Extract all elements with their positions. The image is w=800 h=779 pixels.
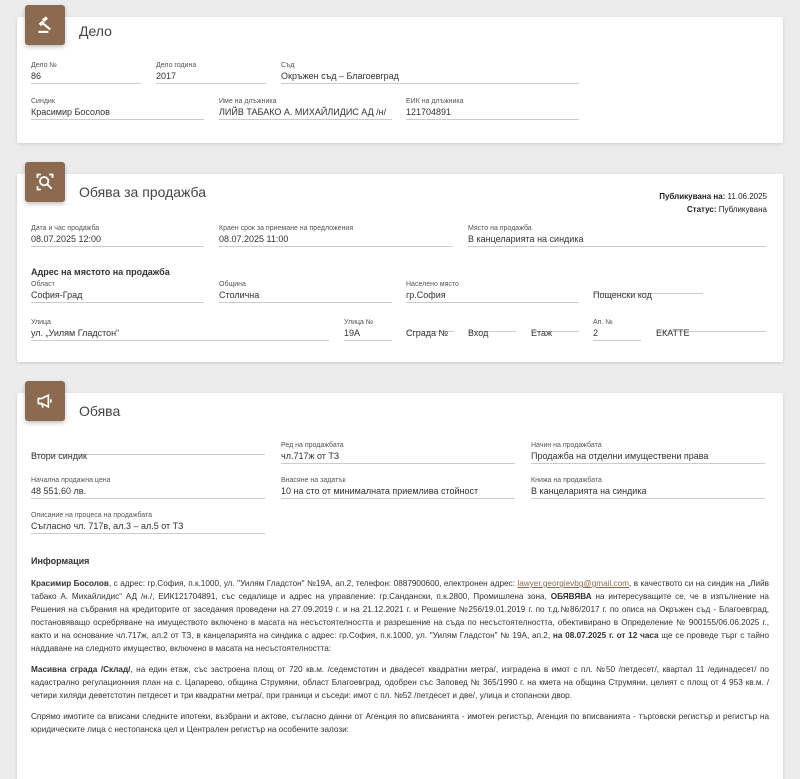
postcode-field[interactable]: Пощенски код xyxy=(593,280,703,294)
street-no-field[interactable]: Улица № 19А xyxy=(344,318,392,341)
ekatte-field[interactable]: ЕКАТТЕ xyxy=(656,318,766,332)
court-field[interactable]: Съд Окръжен съд – Благоевград xyxy=(281,61,579,84)
case-title: Дело xyxy=(79,23,112,39)
deadline-field[interactable]: Краен срок за приемане на предложения 08.07.2025 11:00 xyxy=(219,224,453,247)
notice-card xyxy=(17,393,783,779)
gavel-icon xyxy=(25,5,65,45)
info-paragraph-2: Масивна сграда /Склад/, на един етаж, със застроена площ от 720 кв.м. /седемстотин и двадесет квадратни метра/, изградена в имот с пл. №50 /петдесет/, квартал 11 /единадесет/ по кадастрално регулационния план на с. Цапарево, община Струмяни, област Благоевград, одобрен със Заповед № 365/1990 г. на кмета на община Струмяни, целият с площ от 4 953 кв.м. /четири хиляди деветстотин петдесет и три квадратни метра/, при граници и съседи: имот с пл. №52 /петдесет и две/, улица и стопански двор. xyxy=(31,665,769,700)
sale-notice-title: Обява за продажба xyxy=(79,184,207,200)
info-paragraph-1: Красимир Босолов, с адрес: гр.София, п.к.1000, ул. "Уилям Гладстон" №19А, ап.2, телефон: 0887900600, електронен адрес: lawyer.georgievbg@gmail.com, в качеството си на синдик на „Лийв табако А. Михайлидис“ АД /н./, ЕИК121704891, със седалище и адрес на управление: гр.Сандански, п.к.2800, Промишлена зона, ОБЯВЯВА на интересуващите се, че в изпълнение на Решения на събрания на кредиторите от заседания проведени на 27.09.2019 г. и на 21.12.2021 г. и Решение №256/19.01.2019 г. по т.д.№86/2017 г. по описа на Окръжен съд - Благоевград, постановяващо осребряване на имуществото включено в масата на несъстоятелността и разрешение на съда по несъстоятелността, обективирано в Определение № 900155/06.06.2025 г., както и на основание чл.717ж, ал.2 от ТЗ, в канцеларията на синдика с адрес: гр.София, п.к.1000, ул. "Уилям Гладстон" № 19А, ап.2, на 08.07.2025 г. от 12 часа ще се проведе търг с тайно наддаване на следното имущество, включено в масата на несъстоятелността: xyxy=(31,579,769,653)
building-no-field[interactable]: Сграда № xyxy=(406,318,454,332)
region-field[interactable]: Област София-Град xyxy=(31,280,204,303)
process-field[interactable]: Описание на процеса на продажбата Съгласно чл. 717в, ал.3 – ал.5 от ТЗ xyxy=(31,511,265,534)
start-price-field[interactable]: Начална продажна цена 48 551.60 лв. xyxy=(31,476,265,499)
case-year-field[interactable]: Дело година 2017 xyxy=(156,61,266,84)
sale-order-field[interactable]: Ред на продажбата чл.717ж от ТЗ xyxy=(281,441,515,464)
megaphone-icon xyxy=(25,381,65,421)
published-date: 11.06.2025 xyxy=(727,192,767,201)
address-heading: Адрес на мястото на продажба xyxy=(31,267,170,277)
floor-field[interactable]: Етаж xyxy=(531,318,579,332)
email-link[interactable]: lawyer.georgievbg@gmail.com xyxy=(517,579,630,588)
municipality-field[interactable]: Община Столична xyxy=(219,280,392,303)
sale-datetime-field[interactable]: Дата и час продажба 08.07.2025 12:00 xyxy=(31,224,204,247)
debtor-eik-field[interactable]: ЕИК на длъжника 121704891 xyxy=(406,97,579,120)
sale-notice-card xyxy=(17,174,783,362)
case-no-field[interactable]: Дело № 86 xyxy=(31,61,141,84)
entrance-field[interactable]: Вход xyxy=(468,318,516,332)
notice-title: Обява xyxy=(79,403,121,419)
sale-method-field[interactable]: Начин на продажбата Продажба на отделни имуществени права xyxy=(531,441,765,464)
apartment-field[interactable]: Ап. № 2 xyxy=(593,318,641,341)
info-paragraph-3: Спрямо имотите са вписани следните ипотеки, възбрани и актове, съгласно данни от Агенция по вписванията - имотен регистър, Агенция по вписванията - търговски регистър и регистър на юридическите лица с нестопанска цел и Централен регистър на особените залози: xyxy=(31,712,769,734)
sale-place-field[interactable]: Място на продажба В канцеларията на синдика xyxy=(468,224,766,247)
second-trustee-field[interactable]: Втори синдик xyxy=(31,441,265,455)
publication-info: Публикувана на: 11.06.2025 Статус: Публикувана xyxy=(659,192,767,214)
status-value: Публикувана xyxy=(718,205,767,214)
search-icon xyxy=(25,162,65,202)
info-heading: Информация xyxy=(31,556,90,566)
deposit-field[interactable]: Внасяне на задатък 10 на сто от минималната приемлива стойност xyxy=(281,476,515,499)
street-field[interactable]: Улица ул. „Уилям Гладстон“ xyxy=(31,318,329,341)
sale-documents-field[interactable]: Книжа на продажбата В канцеларията на синдика xyxy=(531,476,765,499)
info-text xyxy=(31,577,769,744)
debtor-name-field[interactable]: Име на длъжника ЛИЙВ ТАБАКО А. МИХАЙЛИДИС АД /н/ xyxy=(219,97,392,120)
settlement-field[interactable]: Населено място гр.София xyxy=(406,280,579,303)
trustee-field[interactable]: Синдик Красимир Босолов xyxy=(31,97,204,120)
case-card xyxy=(17,17,783,143)
